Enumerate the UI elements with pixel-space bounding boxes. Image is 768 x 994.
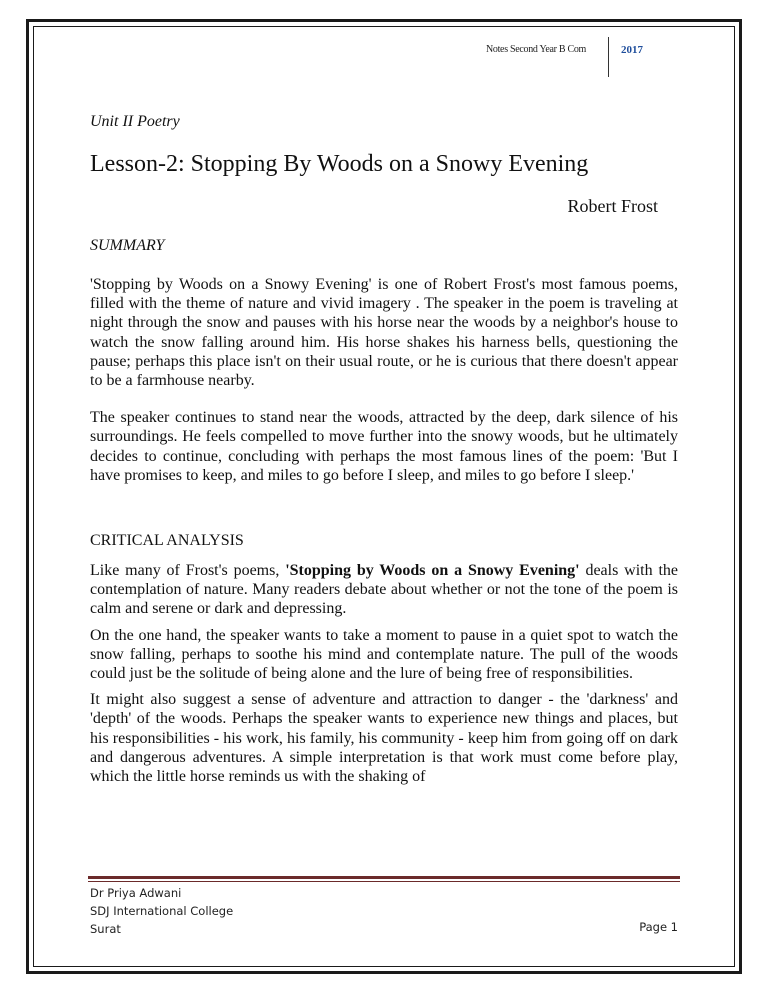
header-separator (608, 37, 609, 77)
summary-paragraph-1: 'Stopping by Woods on a Snowy Evening' is one of Robert Frost's most famous poems, filled with the theme of nature and vivid imagery . The speaker in the poem is traveling at night through the snow and pauses with his horse near the woods by a neighbor's house to watch the snow falling around him. His horse shakes his harness bells, questioning the pause; perhaps this place isn't on their usual route, or he is curious that there doesn't appear to be a farmhouse nearby. (90, 276, 678, 390)
critical-analysis-heading: CRITICAL ANALYSIS (90, 532, 244, 550)
author-name: Robert Frost (567, 196, 658, 216)
footer-rule-thin (88, 881, 680, 882)
footer-author: Dr Priya Adwani (90, 886, 182, 900)
analysis-paragraph-2: On the one hand, the speaker wants to take a moment to pause in a quiet spot to watch the snow falling, perhaps to soothe his mind and contemplate nature. The pull of the woods could just be the solitude of being alone and the lure of being free of responsibilities. (90, 626, 678, 683)
analysis-paragraph-1 (90, 561, 678, 619)
analysis-p1-tail: deals with the contemplation of nature. Many readers debate about whether or not the tone of the poem is calm and serene or dark and depressing. (90, 562, 678, 618)
page-content (90, 110, 678, 786)
summary-paragraph-2: The speaker continues to stand near the woods, attracted by the deep, dark silence of his surroundings. He feels compelled to move further into the snowy woods, but he ultimately decides to continue, concluding with perhaps the most famous lines of the poem: 'But I have promises to keep, and miles to go before I sleep, and miles to go before I sleep.' (90, 409, 678, 484)
unit-label: Unit II Poetry (90, 113, 180, 130)
header-doc-title: Notes Second Year B Com (485, 44, 586, 55)
lesson-title: Lesson-2: Stopping By Woods on a Snowy Evening (90, 151, 589, 177)
analysis-p1-lead: Like many of Frost's poems, (90, 562, 286, 580)
summary-heading: SUMMARY (90, 237, 165, 254)
footer-rule-thick (88, 876, 680, 879)
footer-city: Surat (90, 922, 121, 936)
footer-college: SDJ International College (90, 904, 234, 918)
poem-title-bold: 'Stopping by Woods on a Snowy Evening' (285, 562, 580, 580)
footer (90, 884, 678, 938)
analysis-paragraph-3: It might also suggest a sense of adventure and attraction to danger - the 'darkness' and 'depth' of the woods. Perhaps the speaker wants to experience new things and places, but his responsibilities - his work, his family, his community - keep him from going off on dark and dangerous adventures. A simple interpretation is that work must come before play, which the little horse reminds us with the shaking of (90, 691, 678, 786)
page-number: Page 1 (639, 920, 678, 934)
header-year: 2017 (621, 44, 643, 56)
